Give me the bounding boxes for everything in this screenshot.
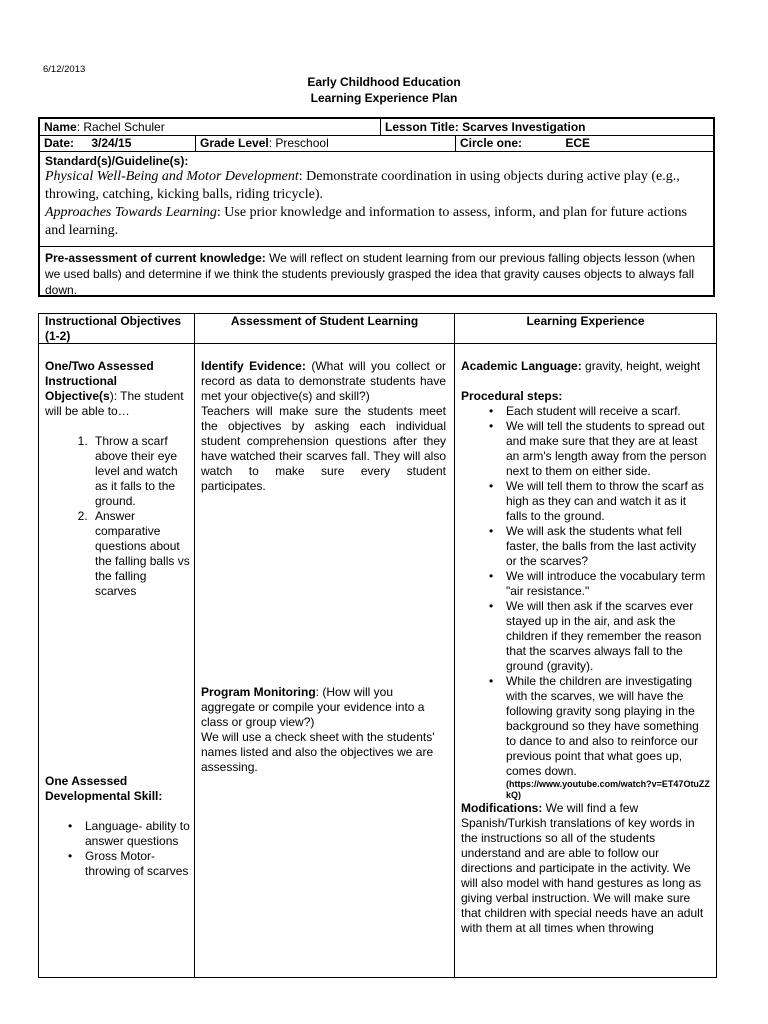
preassessment-section: [40, 249, 713, 299]
experience-column: [454, 314, 716, 977]
date-label: Date:: [44, 136, 75, 150]
program-monitoring-label: Program Monitoring: [201, 685, 316, 699]
objectives-header: [39, 314, 194, 344]
objective-item: 1. Throw a scarf above their eye level and watch as it falls to the ground.: [91, 434, 190, 509]
objectives-title-bold: One/Two Assessed Instructional Objective(s: [45, 359, 154, 403]
assessment-header-text: Assessment of Student Learning: [230, 314, 419, 328]
modifications: [461, 801, 710, 936]
identify-evidence-text: Teachers will make sure the students meet the objectives by asking each individual student comprehension questions after they have watched their scarves fall. They will also watch to make sure every student participates.: [201, 404, 446, 493]
document-title: Early Childhood Education: [307, 75, 461, 89]
program-monitoring-text: We will use a check sheet with the students' names listed and also the objectives we are assessing.: [201, 730, 435, 774]
grade-value: : Preschool: [268, 136, 329, 150]
standards-title: Standard(s)/Guideline(s):: [45, 154, 189, 168]
step-item: • While the children are investigating with the scarves, we will have the following gravity song playing in the background so they have something to dance to and also to reinforce our previous point that what goes up, comes down.: [506, 674, 710, 779]
program-monitoring-question: : (How will you aggregate or compile your evidence into a class or group view?): [201, 685, 425, 729]
academic-language-label: Academic Language:: [461, 359, 582, 373]
experience-block: [461, 359, 710, 936]
objectives-header-text: Instructional Objectives (1-2): [45, 314, 182, 343]
developmental-skill-title: One Assessed Developmental Skill:: [45, 774, 163, 803]
date-cell: [40, 135, 195, 151]
song-link[interactable]: (https://www.youtube.com/watch?v=ET47OtuZZkQ): [506, 779, 710, 800]
objectives-title-rest: ): The student will be able to…: [45, 389, 184, 418]
step-item: • We will tell them to throw the scarf as high as they can and watch it as it falls to the ground.: [506, 479, 710, 524]
circle-value: ECE: [565, 136, 591, 150]
developmental-skill-list: [45, 819, 190, 879]
objectives-title: [45, 359, 190, 419]
step-item: • Each student will receive a scarf.: [506, 404, 710, 419]
date-row: [40, 135, 713, 152]
modifications-label: Modifications:: [461, 801, 543, 815]
identify-evidence-question: (What will you collect or record as data to demonstrate students have met your objective(s) and skill?): [201, 359, 446, 403]
skill-item: • Language- ability to answer questions: [85, 819, 190, 849]
step-item: • We will ask the students what fell faster, the balls from the last activity or the scarves?: [506, 524, 710, 569]
preassessment-text: We will reflect on student learning from our previous falling objects lesson (when we used balls) and determine if we think the students previously grasped the idea that gravity causes objects to always fall down.: [45, 251, 696, 297]
step-item: • We will tell the students to spread out and make sure that they are at least an arm's length away from the person next to them on either side.: [506, 419, 710, 479]
skill-item: • Gross Motor- throwing of scarves: [85, 849, 190, 879]
standard-1: [45, 168, 708, 204]
standard-1-text: : Demonstrate coordination in using objects during active play (e.g., throwing, catching, kicking balls, riding tricycle).: [45, 169, 680, 202]
modifications-text: We will find a few Spanish/Turkish translations of key words in the instructions so all of the students understand and are able to follow our directions and participate in the activity. We will also model with hand gestures as long as giving verbal instruction. We will make sure that children with special needs have an adult with them at all times when throwing: [461, 801, 704, 935]
academic-language: [461, 359, 710, 374]
circle-cell: [455, 135, 713, 151]
name-value: : Rachel Schuler: [76, 120, 165, 134]
preassessment-label: Pre-assessment of current knowledge:: [45, 251, 266, 265]
step-item: • We will then ask if the scarves ever stayed up in the air, and ask the children if they remember the reason that the scarves always fall to the ground (gravity).: [506, 599, 710, 674]
circle-label: Circle one:: [460, 136, 523, 150]
developmental-skill-block: [45, 774, 190, 879]
experience-header: [455, 314, 716, 344]
assessment-header: [195, 314, 454, 344]
identify-evidence: [201, 359, 446, 404]
document-subtitle: Learning Experience Plan: [310, 91, 458, 105]
procedural-steps-label: Procedural steps:: [461, 389, 563, 403]
date-value: 3/24/15: [91, 136, 132, 150]
standards-section: [40, 153, 713, 247]
grade-cell: [195, 135, 455, 151]
academic-language-text: gravity, height, weight: [581, 359, 701, 373]
objectives-list: [45, 434, 190, 599]
name-row: [40, 119, 713, 136]
identify-evidence-block: [201, 359, 446, 494]
step-item: • We will introduce the vocabulary term "air resistance.": [506, 569, 710, 599]
program-monitoring: [201, 685, 446, 730]
standard-2: [45, 204, 708, 240]
standard-2-text: : Use prior knowledge and information to assess, inform, and plan for future actions and learning.: [45, 205, 687, 238]
grade-label: Grade Level: [200, 136, 269, 150]
objectives-block: [45, 359, 190, 599]
document-date: 6/12/2013: [43, 64, 86, 75]
program-monitoring-block: [201, 685, 446, 775]
standard-2-name: Approaches Towards Learning: [45, 205, 217, 220]
name-label: Name: [44, 120, 77, 134]
assessment-column: [194, 314, 454, 977]
procedural-steps-list: [461, 404, 710, 779]
lesson-title: Lesson Title: Scarves Investigation: [380, 119, 713, 135]
identify-evidence-label: Identify Evidence:: [201, 359, 306, 373]
plan-header-table: [38, 117, 715, 297]
experience-header-text: Learning Experience: [526, 314, 645, 328]
name-cell: [40, 119, 380, 135]
objectives-column: [39, 314, 194, 977]
standard-1-name: Physical Well-Being and Motor Development: [45, 169, 299, 184]
objective-item: 2. Answer comparative questions about the falling balls vs the falling scarves: [91, 509, 190, 599]
plan-main-table: [38, 313, 717, 978]
